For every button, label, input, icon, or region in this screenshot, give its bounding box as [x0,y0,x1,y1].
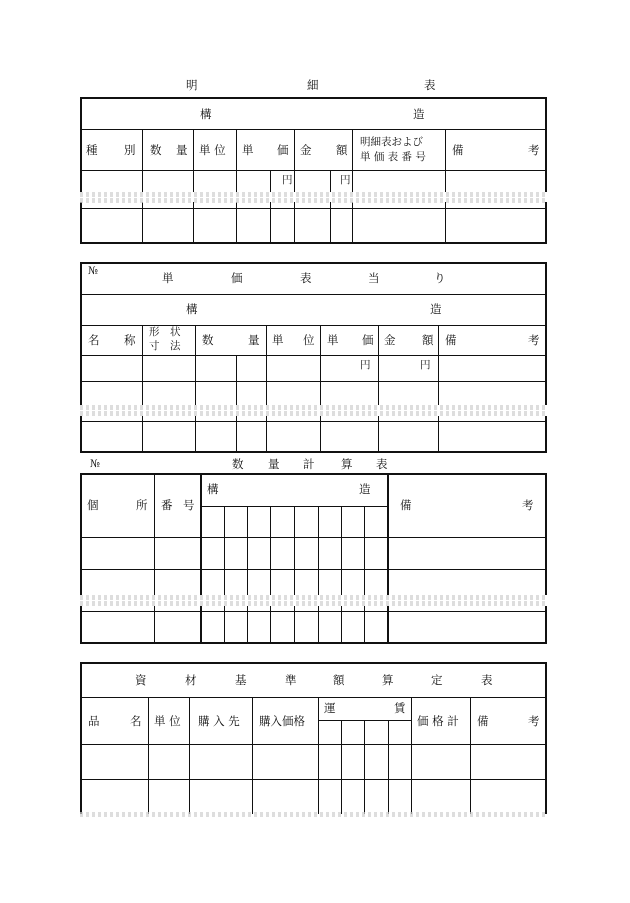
col-header: 価 [362,333,374,347]
divider [80,294,547,295]
shizai-title-char: 資 [135,673,147,687]
tanka-table-frame [80,262,547,453]
struct-label: 構 [207,482,219,496]
tanka-title-char: り [434,271,446,285]
col-header: 量 [248,333,260,347]
divider [364,506,365,644]
col-header: 単 [272,333,284,347]
meisai-title-char: 細 [307,78,319,92]
divider [387,473,389,644]
divider [80,744,547,745]
col-header: 備 [400,498,412,512]
divider [236,355,237,453]
struct-label: 造 [359,482,371,496]
col-header: 称 [124,333,136,347]
divider [154,473,155,644]
col-header: 位 [303,333,315,347]
col-header: 所 [136,498,148,512]
divider [445,129,446,244]
divider [378,325,379,453]
col-header: 額 [422,333,434,347]
col-header: 金 [300,143,312,157]
col-header: 考 [522,498,534,512]
frame-right [545,662,547,814]
col-header: 数 [202,333,214,347]
struct-label: 構 [186,302,198,316]
shizai-title-char: 算 [382,673,394,687]
col-header: 金 [384,333,396,347]
col-header: 額 [336,143,348,157]
col-header: 考 [528,714,540,728]
yen-unit: 円 [340,174,351,186]
divider [200,473,202,644]
shizai-title-char: 定 [431,673,443,687]
divider [388,720,389,814]
divider [294,506,295,644]
col-header: 号 [183,498,195,512]
divider [80,129,547,130]
col-header: 品 [88,714,100,728]
col-header: 賃 [394,701,406,715]
tanka-title-char: 単 [162,271,174,285]
col-header: 価 格 計 [417,714,459,728]
divider [224,506,225,644]
divider [470,697,471,814]
col-header: 備 [445,333,457,347]
col-header: 単 位 [154,714,181,728]
col-header: 単 [327,333,339,347]
col-header: 備 [477,714,489,728]
break-mark [80,601,547,606]
divider [318,697,319,814]
divider [270,506,271,644]
col-header: 別 [124,143,136,157]
tanka-title-char: 当 [368,271,380,285]
divider [80,569,547,570]
yen-unit: 円 [420,359,431,371]
col-header: 種 [86,143,98,157]
col-header: 数 [150,143,162,157]
col-header: 購 入 先 [198,714,240,728]
yen-unit: 円 [360,359,371,371]
divider [266,325,267,453]
divider [411,697,412,814]
suryo-title-char: 量 [268,457,280,471]
col-header: 考 [528,143,540,157]
number-label: № [88,265,98,277]
divider [236,129,237,244]
col-header: 価 [277,143,289,157]
divider [80,697,547,698]
shizai-title-char: 材 [185,673,197,687]
col-header: 購入価格 [259,714,305,728]
col-header: 名 [88,333,100,347]
shizai-title-char: 準 [285,673,297,687]
struct-label: 造 [430,302,442,316]
divider [148,697,149,814]
divider [352,129,353,244]
suryo-title-char: 計 [303,457,315,471]
break-mark [80,405,547,410]
divider [247,506,248,644]
frame-top [80,662,547,664]
divider [193,129,194,244]
shizai-title-char: 額 [333,673,345,687]
col-header: 形 状 [149,326,181,338]
yen-unit: 円 [282,174,293,186]
divider [189,697,190,814]
col-header: 明細表および [360,136,423,148]
break-mark [80,812,547,817]
suryo-title-char: 数 [232,457,244,471]
divider [142,129,143,244]
col-header: 運 [324,701,336,715]
tanka-title-char: 表 [300,271,312,285]
shizai-title-char: 基 [235,673,247,687]
number-label: № [90,458,100,470]
divider [330,170,331,244]
break-mark [80,411,547,416]
col-header: 個 [87,498,99,512]
divider [80,779,547,780]
divider [142,325,143,453]
col-header: 備 [452,143,464,157]
frame-left [80,662,82,814]
break-mark [80,192,547,197]
col-header: 単 位 [199,143,226,157]
divider [341,506,342,644]
suryo-title-char: 算 [341,457,353,471]
meisai-title-char: 明 [186,78,198,92]
divider [294,129,295,244]
shizai-title-char: 表 [481,673,493,687]
col-header: 名 [130,714,142,728]
col-header: 単 価 表 番 号 [360,151,426,163]
divider [364,720,365,814]
divider [320,325,321,453]
divider [252,697,253,814]
tanka-title-char: 価 [231,271,243,285]
divider [270,170,271,244]
divider [195,325,196,453]
divider [341,720,342,814]
divider [80,170,547,171]
suryo-title-char: 表 [376,457,388,471]
struct-label: 構 [200,107,212,121]
divider [318,506,319,644]
divider [80,208,547,209]
suryo-table-frame [80,473,547,644]
col-header: 単 [242,143,254,157]
divider [80,611,547,612]
divider [80,421,547,422]
divider [80,537,547,538]
col-header: 寸 法 [149,340,181,352]
col-header: 量 [176,143,188,157]
divider [80,355,547,356]
struct-label: 造 [413,107,425,121]
divider [80,381,547,382]
break-mark [80,198,547,203]
col-header: 番 [161,498,173,512]
break-mark [80,595,547,600]
col-header: 考 [528,333,540,347]
meisai-title-char: 表 [424,78,436,92]
divider [438,325,439,453]
